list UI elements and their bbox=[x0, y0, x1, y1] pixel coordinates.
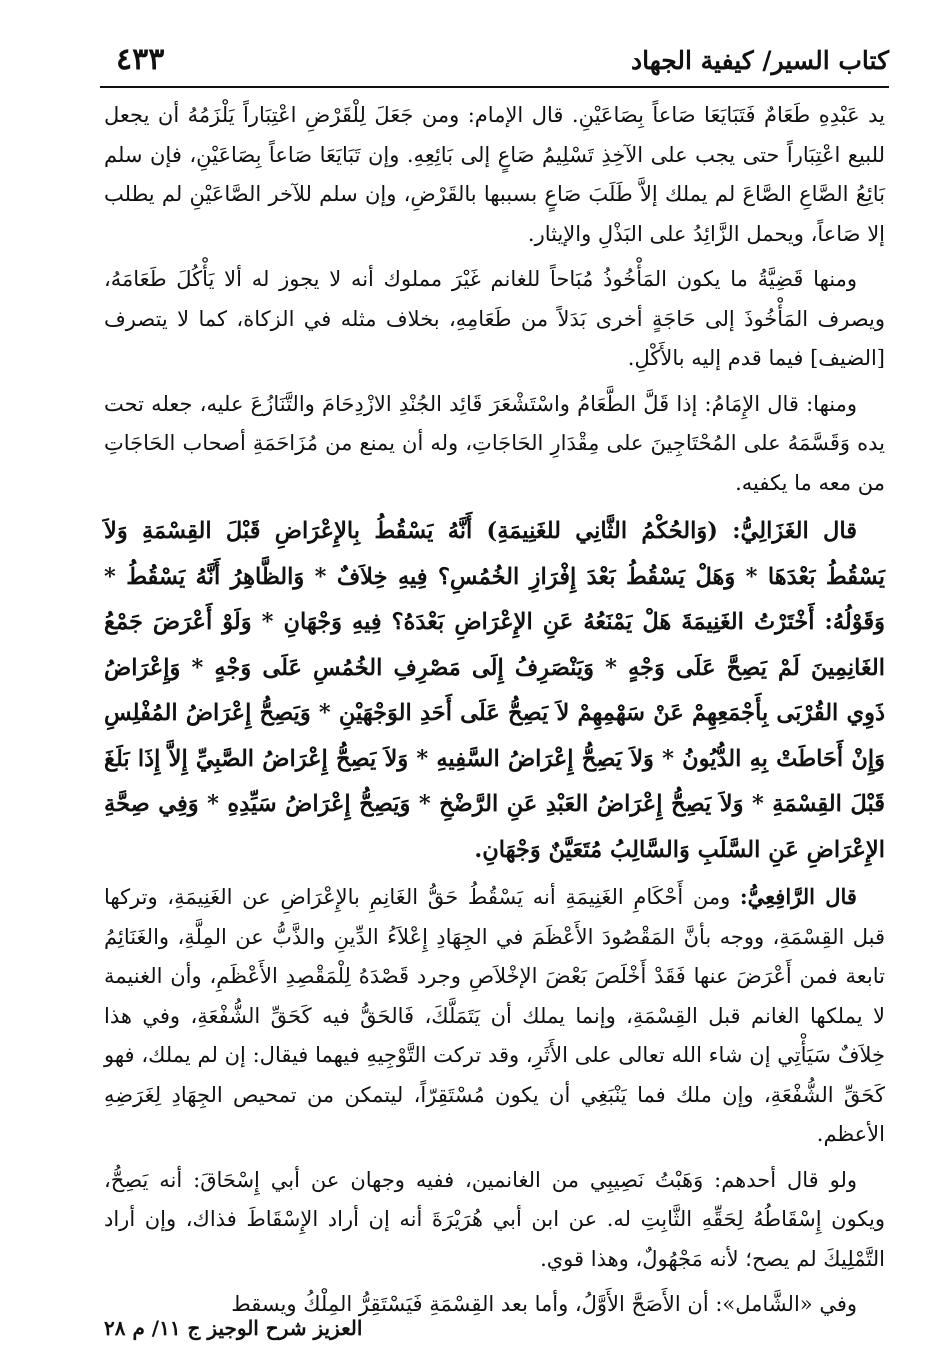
page-header bbox=[100, 36, 889, 88]
running-title: كتاب السير/ كيفية الجهاد bbox=[630, 46, 889, 75]
paragraph-7: وفي «الشَّامل»: أن الأَصَحَّ الأَوَّلُ، وأما بعد القِسْمَةِ فَيَسْتَقِرُّ المِلْكُ ويسقط bbox=[231, 1292, 857, 1316]
paragraph-5-text: ومن أَحْكَامِ الغَنِيمَةِ أنه يَسْقُطُ حَقُّ الغَانِمِ بالإِعْرَاضِ عن الغَنِيمَةِ، وتركها قبل القِسْمَةِ، ووجه بأنَّ المَقْصُودَ الأَعْظَمَ في الجِهَادِ إِعْلاَءُ الدِّينِ والذَّبُّ عن المِلَّةِ، والغَنَائِمُ تابعة فمن أَعْرَضَ عنها فَقَدْ أَخْلَصَ بَعْضَ الإخْلاَصِ وجرد قَصْدَهُ لِلْمَقْصِدِ الأَعْظَمِ، وأن الغنيمة لا يملكها الغانم قبل القِسْمَةِ، وإنما يملك أن يَتَمَلَّكَ، فَالحَقُّ فيه كَحَقِّ الشُّفْعَةِ، وفي هذا خِلاَفٌ سَيَأْتِي إن شاء الله تعالى على الأَثَرِ، وقد تركت التَّوْجِيهِ فيهما فيقال: إن لم يملك، فهو كَحَقِّ الشُّفْعَةِ، وإن ملك فما يَنْبَغِي أن يكون مُسْتَقِرّاً، ليتمكن من تمحيص الجِهَادِ لِغَرَضِهِ الأعظم. bbox=[104, 885, 885, 1146]
page-number: ٤٣٣ bbox=[116, 42, 165, 77]
paragraph-5 bbox=[104, 877, 885, 1155]
matn-paragraph: قال الغَزَالِيُّ: (وَالحُكْمُ الثَّانِي للغَنِيمَةِ) أَنَّهُ يَسْقُطُ بِالإِعْرَاضِ قَبْلَ القِسْمَةِ وَلاَ يَسْقُطُ بَعْدَهَا * وَهَلْ يَسْقُطُ بَعْدَ إِفْرَازِ الخُمُسِ؟ فِيهِ خِلاَفٌ * وَالظَّاهِرُ أَنَّهُ يَسْقُطُ * وَقَوْلُهُ: أَخْتَرْتُ الغَنِيمَةَ هَلْ يَمْنَعُهُ عَنِ الإِعْرَاضِ بَعْدَهُ؟ فِيهِ وَجْهَانِ * وَلَوْ أَعْرَضَ جَمْعُ الغَانِمِينَ لَمْ يَصِحَّ عَلَى وَجْهٍ * وَيَنْصَرِفُ إِلَى مَصْرِفِ الخُمُسِ عَلَى وَجْهٍ * وَإِعْرَاضُ ذَوِي القُرْبَى بِأَجْمَعِهِمْ عَنْ سَهْمِهِمْ لاَ يَصِحُّ عَلَى أَحَدِ الوَجْهَيْنِ * وَيَصِحُّ إِعْرَاضُ المُفْلِسِ وَإِنْ أَحَاطَتْ بِهِ الدُّيُونُ * وَلاَ يَصِحُّ إِعْرَاضُ السَّفِيهِ * وَلاَ يَصِحُّ إِعْرَاضُ الصَّبِيِّ إِلاَّ إِذَا بَلَغَ قَبْلَ القِسْمَةِ * وَلاَ يَصِحُّ إِعْرَاضُ العَبْدِ عَنِ الرَّضْخِ * وَيَصِحُّ إِعْرَاضُ سَيِّدِهِ * وَفِي صِحَّةِ الإِعْرَاضِ عَنِ السَّلَبِ وَالسَّالِبُ مُتَعَيَّنٌ وَجْهَانِ. bbox=[104, 518, 885, 863]
paragraph-6: ولو قال أحدهم: وَهَبْتُ نَصِيبِي من الغانمين، ففيه وجهان عن أبي إِسْحَاقَ: أنه يَصِحُّ، ويكون إِسْقَاطُهُ لِحَقِّهِ الثَّابِتِ له. عن ابن أبي هُرَيْرَةَ أنه إن أراد الإِسْقَاطَ فذاك، وإن أراد التَّمْلِيكَ لم يصح؛ لأنه مَجْهُولٌ، وهذا قوي. bbox=[104, 1167, 885, 1271]
text-body bbox=[104, 96, 885, 1331]
rafii-lead: قال الرَّافِعِيُّ: bbox=[739, 884, 857, 909]
paragraph-2: ومنها قَضِيَّةُ ما يكون المَأْخُوذُ مُبَاحاً للغانم غَيْرَ مملوك أنه لا يجوز له ألا يَأْكُلَ طَعَامَهُ، ويصرف المَأْخُوذَ إلى حَاجَةٍ أخرى بَدَلاً من طَعَامِهِ، بخلاف مثله في الزكاة، كما لا يتصرف [الضيف] فيما قدم إليه بالأَكْلِ. bbox=[104, 267, 885, 370]
paragraph-3: ومنها: قال الإِمَامُ: إذا قَلَّ الطَّعَامُ واسْتَشْعَرَ قَائِد الجُنْدِ الازْدِحَامَ والتَّنَازُعَ عليه، جعله تحت يده وَقَسَّمَهُ على المُحْتَاجِينَ على مِقْدَارِ الحَاجَاتِ، وله أن يمنع من مُزَاحَمَةِ أصحاب الحَاجَاتِ من معه ما يكفيه. bbox=[104, 391, 885, 495]
paragraph-1: يد عَبْدِهِ طَعَامٌ فَتَبَايَعَا صَاعاً بِصَاعَيْنِ. قال الإمام: ومن جَعَلَ لِلْقَرْضِ اعْتِبَاراً يَلْزَمُهُ أن يجعل للبيع اعْتِبَاراً حتى يجب على الآخِذِ تَسْلِيمُ صَاعٍ إلى بَائِعِهِ. وإن تَبَايَعَا صَاعاً بِصَاعَيْنِ، فإن سلم بَائِعُ الصَّاعِ الصَّاعَ لم يملك إلاَّ طَلَبَ صَاعٍ بسببها بالقَرْضِ، وإن سلم للآخر الصَّاعَيْنِ لم يطلب إلا صَاعاً، ويحمل الزَّائِدُ على البَذْلِ والإيثار. bbox=[104, 103, 885, 246]
footer-signature: العزيز شرح الوجيز ج ١١/ م ٢٨ bbox=[104, 1316, 363, 1340]
